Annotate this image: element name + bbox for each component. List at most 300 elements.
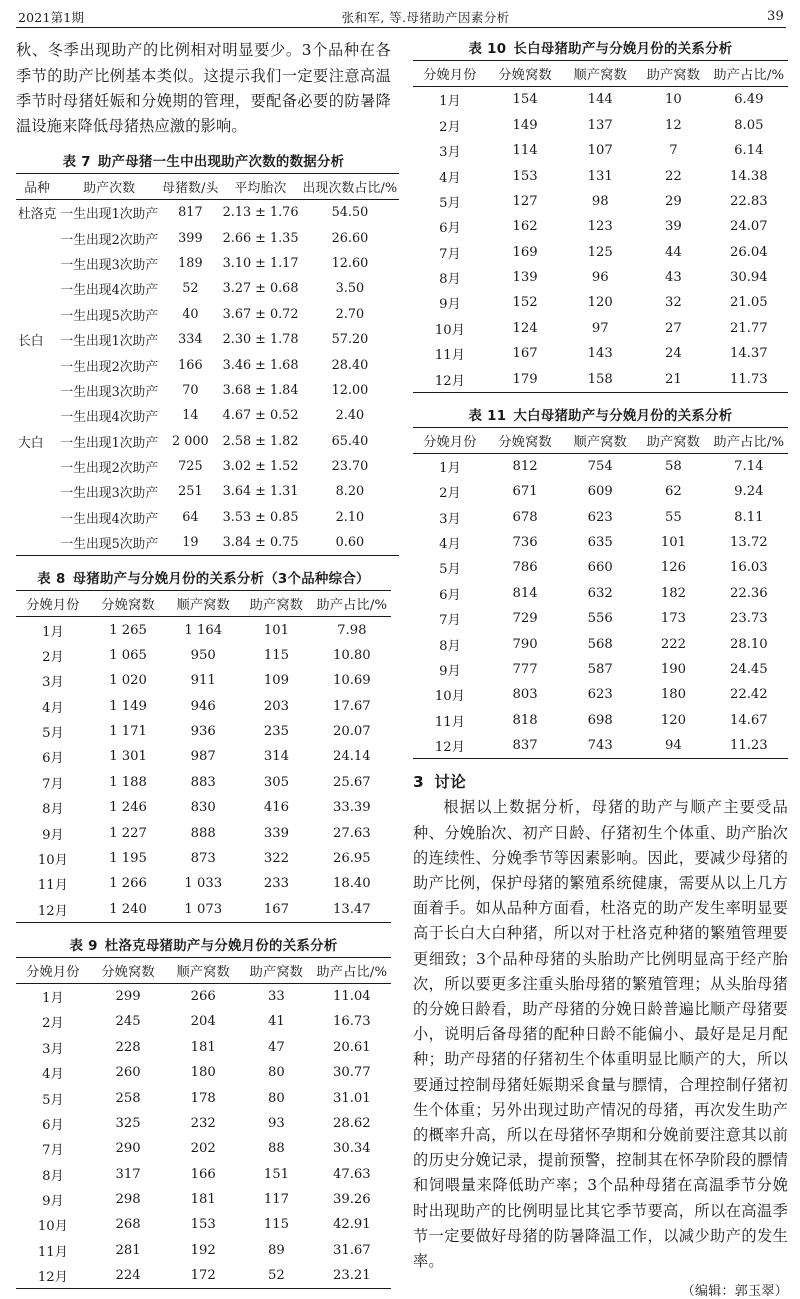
- table-cell: 14.37: [729, 346, 768, 362]
- table-cell: 58: [665, 458, 682, 474]
- table-cell: 33: [268, 989, 285, 1005]
- table-cell: 120: [660, 712, 686, 728]
- table-cell: 6月: [42, 1117, 64, 1133]
- table-cell: 24: [665, 346, 682, 362]
- table-cell: 736: [512, 535, 538, 551]
- table-cell: 1 171: [109, 724, 147, 740]
- table-11-title: 大白母猪助产与分娩月份的关系分析: [513, 408, 733, 424]
- table-row: [16, 820, 391, 845]
- table-cell: 7月: [439, 246, 461, 262]
- table-cell: 190: [660, 661, 686, 677]
- table-8-col-percent: 助产占比/%: [313, 591, 391, 617]
- table-cell: 4月: [42, 1067, 64, 1083]
- table-cell: 4月: [439, 537, 461, 553]
- table-cell: [16, 530, 58, 556]
- table-cell: 13.72: [729, 535, 768, 551]
- table-9-number: 表 9: [69, 938, 98, 954]
- table-cell: 777: [512, 661, 538, 677]
- table-10-col-litters: 分娩窝数: [487, 61, 564, 87]
- table-10-caption: [413, 38, 788, 60]
- table-row: [413, 163, 788, 188]
- table-8-col-litters: 分娩窝数: [90, 591, 167, 617]
- table-cell: 786: [512, 560, 538, 576]
- table-7-col-times: 助产次数: [58, 174, 160, 200]
- table-11-col-litters: 分娩窝数: [487, 427, 564, 453]
- table-8-col-natural: 顺产窝数: [166, 591, 240, 617]
- table-row: [16, 1136, 391, 1161]
- table-cell: 6.49: [734, 92, 764, 108]
- table-cell: 325: [115, 1115, 141, 1131]
- running-head: [16, 8, 786, 27]
- table-cell: 7.98: [337, 622, 367, 638]
- table-8-body: [16, 617, 391, 923]
- table-cell: 22.42: [729, 687, 768, 703]
- table-row: [413, 631, 788, 656]
- table-cell: 一生出现2次助产: [60, 359, 159, 375]
- table-cell: 23.21: [332, 1268, 371, 1284]
- table-cell: 20.61: [332, 1039, 371, 1055]
- table-cell: 635: [587, 535, 613, 551]
- table-cell: 109: [263, 673, 289, 689]
- table-cell: 2.13 ± 1.76: [222, 205, 299, 221]
- table-7-col-count: 母猪数/头: [160, 174, 221, 200]
- table-cell: 162: [512, 219, 538, 235]
- table-cell: 222: [660, 636, 686, 652]
- table-cell: 7月: [439, 613, 461, 629]
- table-row: [16, 327, 399, 352]
- table-cell: 22.36: [729, 585, 768, 601]
- table-cell: 一生出现3次助产: [60, 384, 159, 400]
- table-cell: 3月: [439, 145, 461, 161]
- table-cell: 21.77: [729, 320, 768, 336]
- table-cell: 181: [190, 1192, 216, 1208]
- table-8-header-row: [16, 591, 391, 617]
- table-cell: 1 065: [109, 647, 147, 663]
- table-cell: 339: [263, 825, 289, 841]
- left-paragraph-1: 秋、冬季出现助产的比例相对明显要少。3个品种在各季节的助产比例基本类似。这提示我们一定要注意高温季节时母猪妊娠和分娩期的管理，要配备必要的防暑降温设施来降低母猪热应激的影响。: [16, 41, 391, 135]
- table-cell: 一生出现5次助产: [60, 308, 159, 324]
- table-cell: 671: [512, 484, 538, 500]
- table-cell: 192: [190, 1242, 216, 1258]
- table-row: [16, 668, 391, 693]
- table-cell: 12月: [37, 903, 68, 919]
- table-cell: 0.60: [335, 535, 365, 551]
- left-column: [16, 38, 398, 1289]
- table-cell: 26.04: [729, 244, 768, 260]
- table-cell: 24.45: [729, 661, 768, 677]
- table-cell: 2.10: [335, 509, 365, 525]
- table-cell: 3.53 ± 0.85: [222, 509, 299, 525]
- table-cell: 4.67 ± 0.52: [222, 408, 299, 424]
- table-cell: 一生出现1次助产: [60, 207, 159, 223]
- table-cell: 7月: [42, 1143, 64, 1159]
- table-row: [16, 1263, 391, 1289]
- table-cell: 232: [190, 1115, 216, 1131]
- table-cell: 167: [263, 901, 289, 917]
- table-cell: 31.01: [332, 1090, 371, 1106]
- table-cell: 5月: [42, 1092, 64, 1108]
- table-cell: 6.14: [734, 143, 764, 159]
- table-cell: 298: [115, 1192, 141, 1208]
- table-cell: 2.70: [335, 306, 365, 322]
- table-cell: 5月: [439, 195, 461, 211]
- table-cell: 6月: [439, 221, 461, 237]
- table-cell: 1 227: [109, 825, 147, 841]
- table-cell: 2.30 ± 1.78: [222, 332, 299, 348]
- table-cell: 3月: [42, 1041, 64, 1057]
- table-row: [413, 606, 788, 631]
- table-7-caption: [16, 151, 391, 173]
- table-cell: 888: [190, 825, 216, 841]
- table-10-col-natural: 顺产窝数: [563, 61, 637, 87]
- table-cell: 39.26: [332, 1192, 371, 1208]
- table-9-col-month: 分娩月份: [16, 957, 90, 983]
- table-cell: 3月: [42, 675, 64, 691]
- table-row: [16, 225, 399, 250]
- discussion-paragraph-1: 根据以上数据分析，母猪的助产与顺产主要受品种、分娩胎次、初产日龄、仔猪初生个体重、助产胎次的连续性、分娩季节等因素影响。因此，要减少母猪的助产比例，保护母猪的繁殖系统健康，需要从以上几方面着手。如从品种方面看，杜洛克的助产发生率明显要高于长白大白种猪，所以对于杜洛克种猪的繁殖管理要更细致；3个品种母猪的头胎助产比例明显高于经产胎次，所以要更多注重头胎母猪的繁殖管理；从头胎母猪的分娩日龄看，助产母猪的分娩日龄普遍比顺产母猪要小，说明后备母猪的配种日龄不能偏小、最好是足月配种；助产母猪的仔猪初生个体重明显比顺产的大，所以要通过控制母猪妊娠期采食量与膘情，合理控制仔猪初生个体重；另外出现过助产情况的母猪，再次发生助产的概率升高，所以在母猪怀孕期和分娩前要注意其以前的历史分娩记录，提前预警，控制其在怀孕阶段的膘情和饲喂量来降低助产率；3个品种母猪在高温季节分娩时出现助产的比例明显比其它季节要高，所以在高温季节一定要做好母猪的防暑降温工作，以减少助产的发生率。: [413, 798, 788, 1270]
- table-cell: 14.38: [729, 168, 768, 184]
- table-cell: 987: [190, 749, 216, 765]
- table-row: [16, 200, 399, 226]
- table-cell: 3.50: [335, 281, 365, 297]
- table-cell: 235: [263, 724, 289, 740]
- table-cell: 322: [263, 850, 289, 866]
- table-cell: 8月: [439, 272, 461, 288]
- table-cell: 127: [512, 193, 538, 209]
- table-cell: 10: [665, 92, 682, 108]
- table-cell: 158: [587, 371, 613, 387]
- discussion-heading: [413, 769, 788, 795]
- table-cell: 55: [665, 509, 682, 525]
- table-row: [413, 505, 788, 530]
- discussion-number: 3: [413, 773, 425, 792]
- table-cell: 258: [115, 1090, 141, 1106]
- table-cell: 28.62: [332, 1115, 371, 1131]
- table-row: [16, 352, 399, 377]
- table-row: [16, 1212, 391, 1237]
- table-8-caption: [16, 568, 391, 590]
- table-cell: 22.83: [729, 193, 768, 209]
- table-cell: 946: [190, 698, 216, 714]
- table-cell: 24.14: [332, 749, 371, 765]
- table-cell: 10月: [37, 852, 68, 868]
- table-cell: 305: [263, 774, 289, 790]
- table-cell: 5月: [42, 726, 64, 742]
- table-11-header-row: [413, 427, 788, 453]
- table-cell: 14: [182, 408, 199, 424]
- table-cell: 11月: [37, 1244, 68, 1260]
- right-column: [413, 38, 788, 1299]
- table-cell: 1月: [42, 624, 64, 640]
- table-8-number: 表 8: [37, 572, 66, 588]
- table-row: [413, 341, 788, 366]
- table-cell: 803: [512, 687, 538, 703]
- table-cell: 144: [587, 92, 613, 108]
- table-cell: 大白: [18, 435, 44, 451]
- issue-label: 2021第1期: [18, 9, 85, 25]
- table-row: [413, 240, 788, 265]
- table-row: [413, 555, 788, 580]
- table-cell: 40: [182, 306, 199, 322]
- table-row: [16, 1060, 391, 1085]
- table-cell: 8.05: [734, 117, 764, 133]
- table-row: [16, 479, 399, 504]
- table-row: [413, 657, 788, 682]
- discussion-title: 讨论: [434, 772, 467, 792]
- table-row: [16, 846, 391, 871]
- table-10-col-month: 分娩月份: [413, 61, 487, 87]
- table-cell: 172: [190, 1268, 216, 1284]
- page-number: 39: [767, 9, 784, 24]
- table-cell: 115: [263, 647, 289, 663]
- table-cell: 一生出现1次助产: [60, 334, 159, 350]
- table-cell: 101: [660, 535, 686, 551]
- table-row: [413, 138, 788, 163]
- table-cell: 11.04: [332, 989, 371, 1005]
- table-row: [16, 505, 399, 530]
- table-7-grid: [16, 173, 399, 556]
- table-cell: [16, 225, 58, 250]
- table-9: [16, 935, 391, 1290]
- table-row: [16, 770, 391, 795]
- table-cell: [16, 479, 58, 504]
- table-cell: 9月: [42, 1194, 64, 1210]
- table-cell: 30.77: [332, 1065, 371, 1081]
- table-cell: 1月: [42, 991, 64, 1007]
- table-cell: 812: [512, 458, 538, 474]
- table-row: [16, 1111, 391, 1136]
- table-row: [16, 378, 399, 403]
- table-cell: 97: [591, 320, 609, 336]
- table-row: [16, 1009, 391, 1034]
- table-cell: 1 266: [109, 876, 147, 892]
- table-cell: 80: [268, 1090, 285, 1106]
- table-cell: 1月: [439, 460, 461, 476]
- table-cell: 101: [263, 622, 289, 638]
- table-cell: [16, 302, 58, 327]
- table-cell: 1 033: [184, 876, 223, 892]
- table-cell: 31.67: [332, 1242, 371, 1258]
- table-cell: 950: [190, 647, 216, 663]
- table-cell: 24.07: [729, 219, 768, 235]
- table-row: [16, 983, 391, 1009]
- table-row: [16, 1238, 391, 1263]
- table-cell: 1 265: [109, 622, 147, 638]
- table-cell: 47: [268, 1039, 285, 1055]
- table-cell: 6月: [439, 587, 461, 603]
- table-cell: 5月: [439, 562, 461, 578]
- table-cell: 23.73: [729, 611, 768, 627]
- table-cell: 1 240: [109, 901, 147, 917]
- table-cell: 290: [115, 1141, 141, 1157]
- table-9-header-row: [16, 957, 391, 983]
- table-cell: 911: [190, 673, 216, 689]
- table-cell: 8月: [42, 802, 64, 818]
- table-cell: 556: [587, 611, 613, 627]
- table-cell: [16, 352, 58, 377]
- table-cell: 126: [660, 560, 686, 576]
- table-cell: 873: [190, 850, 216, 866]
- table-cell: 182: [660, 585, 686, 601]
- table-cell: 173: [660, 611, 686, 627]
- table-cell: 817: [178, 205, 203, 221]
- table-cell: 28.10: [729, 636, 768, 652]
- table-cell: 623: [587, 687, 613, 703]
- table-cell: 149: [512, 117, 538, 133]
- table-cell: 8.11: [734, 509, 764, 525]
- table-cell: 7: [669, 143, 678, 159]
- table-cell: 8月: [439, 638, 461, 654]
- table-cell: 334: [178, 332, 203, 348]
- table-cell: 25.67: [332, 774, 371, 790]
- table-row: [16, 719, 391, 744]
- table-cell: 1 195: [109, 850, 147, 866]
- table-cell: 266: [190, 989, 216, 1005]
- table-cell: 281: [115, 1242, 141, 1258]
- table-cell: 115: [263, 1217, 289, 1233]
- table-cell: 8.20: [335, 484, 365, 500]
- table-row: [16, 693, 391, 718]
- table-cell: 12.00: [331, 382, 369, 398]
- table-cell: 830: [190, 800, 216, 816]
- table-8-title: 母猪助产与分娩月份的关系分析（3个品种综合）: [72, 572, 370, 588]
- table-cell: 11.73: [729, 371, 768, 387]
- table-cell: 94: [665, 738, 682, 754]
- table-cell: 一生出现2次助产: [60, 461, 159, 477]
- table-7-number: 表 7: [62, 155, 91, 171]
- table-cell: 114: [512, 143, 538, 159]
- table-cell: 26.60: [331, 230, 369, 246]
- table-cell: 416: [263, 800, 289, 816]
- table-cell: 一生出现1次助产: [60, 435, 159, 451]
- table-11-col-month: 分娩月份: [413, 427, 487, 453]
- table-cell: 729: [512, 611, 538, 627]
- table-cell: 814: [512, 585, 538, 601]
- table-cell: 11月: [434, 714, 465, 730]
- table-cell: 1 301: [109, 749, 147, 765]
- table-cell: 623: [587, 509, 613, 525]
- table-cell: 568: [587, 636, 613, 652]
- table-10-col-assisted: 助产窝数: [637, 61, 710, 87]
- table-row: [16, 276, 399, 301]
- table-cell: 883: [190, 774, 216, 790]
- table-cell: 12.60: [331, 256, 369, 272]
- table-9-col-assisted: 助产窝数: [240, 957, 313, 983]
- table-cell: 27: [665, 320, 682, 336]
- table-10-body: [413, 87, 788, 393]
- table-cell: 27.63: [332, 825, 371, 841]
- table-cell: 6月: [42, 751, 64, 767]
- table-11-col-assisted: 助产窝数: [637, 427, 710, 453]
- table-10: [413, 38, 788, 393]
- table-9-title: 杜洛克母猪助产与分娩月份的关系分析: [104, 938, 338, 954]
- table-row: [16, 403, 399, 428]
- table-7-col-percent: 出现次数占比/%: [300, 174, 399, 200]
- table-row: [16, 302, 399, 327]
- table-cell: 153: [512, 168, 538, 184]
- table-cell: 80: [268, 1065, 285, 1081]
- table-cell: 41: [268, 1014, 285, 1030]
- table-cell: 233: [263, 876, 289, 892]
- table-cell: 43: [665, 270, 682, 286]
- table-cell: 317: [115, 1166, 141, 1182]
- table-cell: 一生出现3次助产: [60, 258, 159, 274]
- table-cell: 9月: [439, 297, 461, 313]
- table-8: [16, 568, 391, 923]
- table-cell: 1 149: [109, 698, 147, 714]
- table-row: [413, 316, 788, 341]
- table-cell: 12月: [434, 740, 465, 756]
- table-7-title: 助产母猪一生中出现助产次数的数据分析: [97, 155, 345, 171]
- table-cell: 42.91: [332, 1217, 371, 1233]
- table-cell: 399: [178, 230, 203, 246]
- table-8-col-assisted: 助产窝数: [240, 591, 313, 617]
- table-cell: 139: [512, 270, 538, 286]
- table-cell: 长白: [18, 334, 44, 350]
- table-11-caption: [413, 405, 788, 427]
- table-cell: 166: [178, 357, 203, 373]
- table-row: [16, 896, 391, 922]
- table-cell: 152: [512, 295, 538, 311]
- table-cell: 181: [190, 1039, 216, 1055]
- table-cell: 10月: [37, 1219, 68, 1235]
- table-cell: 一生出现2次助产: [60, 232, 159, 248]
- table-cell: 9月: [439, 663, 461, 679]
- table-cell: 260: [115, 1065, 141, 1081]
- table-11-body: [413, 453, 788, 759]
- table-row: [16, 530, 399, 556]
- table-cell: 143: [587, 346, 613, 362]
- table-cell: 169: [512, 244, 538, 260]
- table-7: [16, 151, 398, 556]
- table-cell: 3.64 ± 1.31: [222, 484, 299, 500]
- table-cell: 一生出现4次助产: [60, 410, 159, 426]
- table-cell: 89: [268, 1242, 285, 1258]
- table-cell: 14.67: [729, 712, 768, 728]
- table-cell: 32: [665, 295, 682, 311]
- table-cell: 7.14: [734, 458, 764, 474]
- table-cell: 299: [115, 989, 141, 1005]
- table-11: [413, 405, 788, 760]
- table-cell: 70: [182, 382, 199, 398]
- table-cell: 587: [587, 661, 613, 677]
- table-cell: 65.40: [331, 433, 369, 449]
- table-cell: 9月: [42, 827, 64, 843]
- table-cell: 609: [587, 484, 613, 500]
- table-cell: 26.95: [332, 850, 371, 866]
- table-cell: 314: [263, 749, 289, 765]
- table-cell: 22: [665, 168, 682, 184]
- header-rule: [16, 27, 786, 28]
- table-cell: 12月: [434, 373, 465, 389]
- table-cell: 29: [665, 193, 682, 209]
- table-cell: 123: [587, 219, 613, 235]
- table-10-grid: [413, 60, 788, 393]
- table-9-col-natural: 顺产窝数: [166, 957, 240, 983]
- table-cell: 4月: [439, 170, 461, 186]
- table-cell: 167: [512, 346, 538, 362]
- table-cell: 20.07: [332, 724, 371, 740]
- table-cell: 125: [587, 244, 613, 260]
- article-title-header: 张和军, 等.母猪助产因素分析: [341, 9, 510, 25]
- table-row: [16, 1035, 391, 1060]
- table-11-col-percent: 助产占比/%: [710, 427, 788, 453]
- table-cell: 19: [182, 535, 199, 551]
- table-cell: 698: [587, 712, 613, 728]
- table-10-header-row: [413, 61, 788, 87]
- table-cell: 1 164: [184, 622, 223, 638]
- table-cell: [16, 276, 58, 301]
